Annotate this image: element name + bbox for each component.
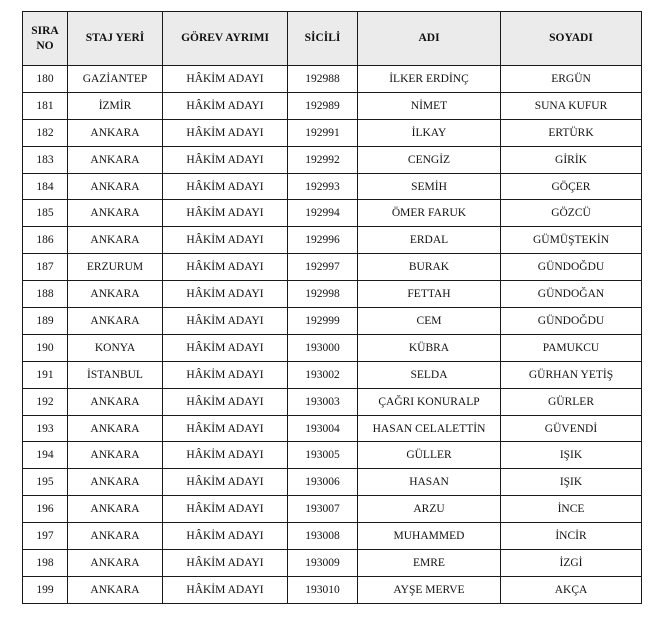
table-row [23,227,642,254]
soyadi-cell: GÜNDOĞAN [501,281,642,308]
adi-cell: BURAK [358,254,501,281]
staj-yeri-cell: ANKARA [68,119,163,146]
sicil-cell: 193008 [288,523,358,550]
gorev-ayrimi-cell: HÂKİM ADAYI [163,146,288,173]
staj-yeri-cell: GAZİANTEP [68,66,163,93]
gorev-ayrimi-cell: HÂKİM ADAYI [163,388,288,415]
sicil-cell: 192988 [288,66,358,93]
gorev-ayrimi-cell: HÂKİM ADAYI [163,308,288,335]
adi-cell: CEM [358,308,501,335]
soyadi-cell: ERTÜRK [501,119,642,146]
sicil-cell: 193004 [288,415,358,442]
adi-cell: AYŞE MERVE [358,576,501,603]
staj-yeri-cell: ANKARA [68,388,163,415]
candidate-table [22,11,642,604]
staj-yeri-cell: ANKARA [68,415,163,442]
adi-cell: MUHAMMED [358,523,501,550]
adi-cell: İLKAY [358,119,501,146]
adi-cell: KÜBRA [358,334,501,361]
soyadi-cell: İNCİR [501,523,642,550]
gorev-ayrimi-cell: HÂKİM ADAYI [163,415,288,442]
soyadi-cell: GÜVENDİ [501,415,642,442]
header-soyadi: SOYADI [501,12,642,66]
soyadi-cell: PAMUKCU [501,334,642,361]
gorev-ayrimi-cell: HÂKİM ADAYI [163,119,288,146]
staj-yeri-cell: İSTANBUL [68,361,163,388]
sicil-cell: 193003 [288,388,358,415]
staj-yeri-cell: ANKARA [68,469,163,496]
sira-no-cell: 192 [23,388,68,415]
header-gorev-ayrimi: GÖREV AYRIMI [163,12,288,66]
sicil-cell: 192989 [288,92,358,119]
table-row [23,146,642,173]
gorev-ayrimi-cell: HÂKİM ADAYI [163,576,288,603]
table-row [23,92,642,119]
staj-yeri-cell: ANKARA [68,523,163,550]
soyadi-cell: GÜMÜŞTEKİN [501,227,642,254]
sira-no-cell: 181 [23,92,68,119]
sicil-cell: 192997 [288,254,358,281]
gorev-ayrimi-cell: HÂKİM ADAYI [163,469,288,496]
gorev-ayrimi-cell: HÂKİM ADAYI [163,334,288,361]
soyadi-cell: SUNA KUFUR [501,92,642,119]
sicil-cell: 192994 [288,200,358,227]
sicil-cell: 193009 [288,550,358,577]
staj-yeri-cell: ANKARA [68,281,163,308]
staj-yeri-cell: ANKARA [68,227,163,254]
staj-yeri-cell: ANKARA [68,146,163,173]
header-staj-yeri: STAJ YERİ [68,12,163,66]
soyadi-cell: GÖZCÜ [501,200,642,227]
adi-cell: FETTAH [358,281,501,308]
table-row [23,119,642,146]
adi-cell: ÇAĞRI KONURALP [358,388,501,415]
header-sira: SIRA [31,24,59,37]
adi-cell: ERDAL [358,227,501,254]
sira-no-cell: 182 [23,119,68,146]
gorev-ayrimi-cell: HÂKİM ADAYI [163,254,288,281]
sira-no-cell: 191 [23,361,68,388]
soyadi-cell: İNCE [501,496,642,523]
soyadi-cell: IŞIK [501,442,642,469]
sira-no-cell: 185 [23,200,68,227]
sicil-cell: 193002 [288,361,358,388]
staj-yeri-cell: ANKARA [68,173,163,200]
gorev-ayrimi-cell: HÂKİM ADAYI [163,496,288,523]
header-no: NO [36,39,54,52]
soyadi-cell: ERGÜN [501,66,642,93]
table-row [23,576,642,603]
header-adi: ADI [358,12,501,66]
sicil-cell: 193000 [288,334,358,361]
sicil-cell: 193007 [288,496,358,523]
table-row [23,388,642,415]
gorev-ayrimi-cell: HÂKİM ADAYI [163,227,288,254]
staj-yeri-cell: ANKARA [68,442,163,469]
soyadi-cell: GÜNDOĞDU [501,308,642,335]
staj-yeri-cell: ERZURUM [68,254,163,281]
sicil-cell: 192993 [288,173,358,200]
sira-no-cell: 183 [23,146,68,173]
sira-no-cell: 180 [23,66,68,93]
header-sicili: SİCİLİ [288,12,358,66]
adi-cell: ARZU [358,496,501,523]
sira-no-cell: 197 [23,523,68,550]
table-row [23,415,642,442]
table-row [23,281,642,308]
sicil-cell: 192998 [288,281,358,308]
table-row [23,469,642,496]
gorev-ayrimi-cell: HÂKİM ADAYI [163,523,288,550]
sicil-cell: 192999 [288,308,358,335]
sira-no-cell: 186 [23,227,68,254]
sicil-cell: 192992 [288,146,358,173]
staj-yeri-cell: ANKARA [68,496,163,523]
table-row [23,361,642,388]
soyadi-cell: GÖÇER [501,173,642,200]
sira-no-cell: 189 [23,308,68,335]
sira-no-cell: 188 [23,281,68,308]
sicil-cell: 192996 [288,227,358,254]
sira-no-cell: 184 [23,173,68,200]
sira-no-cell: 195 [23,469,68,496]
adi-cell: HASAN [358,469,501,496]
table-row [23,523,642,550]
gorev-ayrimi-cell: HÂKİM ADAYI [163,361,288,388]
header-row [23,12,642,66]
staj-yeri-cell: ANKARA [68,200,163,227]
adi-cell: NİMET [358,92,501,119]
staj-yeri-cell: ANKARA [68,550,163,577]
gorev-ayrimi-cell: HÂKİM ADAYI [163,173,288,200]
adi-cell: EMRE [358,550,501,577]
table-row [23,334,642,361]
sira-no-cell: 199 [23,576,68,603]
gorev-ayrimi-cell: HÂKİM ADAYI [163,92,288,119]
sicil-cell: 192991 [288,119,358,146]
sira-no-cell: 196 [23,496,68,523]
sira-no-cell: 198 [23,550,68,577]
sira-no-cell: 187 [23,254,68,281]
table-row [23,254,642,281]
sicil-cell: 193005 [288,442,358,469]
gorev-ayrimi-cell: HÂKİM ADAYI [163,550,288,577]
sira-no-cell: 194 [23,442,68,469]
gorev-ayrimi-cell: HÂKİM ADAYI [163,66,288,93]
sira-no-cell: 193 [23,415,68,442]
adi-cell: GÜLLER [358,442,501,469]
table-row [23,550,642,577]
sira-no-cell: 190 [23,334,68,361]
adi-cell: ÖMER FARUK [358,200,501,227]
soyadi-cell: GÜRLER [501,388,642,415]
sicil-cell: 193010 [288,576,358,603]
adi-cell: CENGİZ [358,146,501,173]
soyadi-cell: İZGİ [501,550,642,577]
soyadi-cell: GİRİK [501,146,642,173]
staj-yeri-cell: KONYA [68,334,163,361]
header-sira-no [23,12,68,66]
table-row [23,308,642,335]
table-row [23,66,642,93]
table-row [23,173,642,200]
table-row [23,442,642,469]
adi-cell: SEMİH [358,173,501,200]
staj-yeri-cell: ANKARA [68,576,163,603]
staj-yeri-cell: ANKARA [68,308,163,335]
gorev-ayrimi-cell: HÂKİM ADAYI [163,442,288,469]
gorev-ayrimi-cell: HÂKİM ADAYI [163,281,288,308]
staj-yeri-cell: İZMİR [68,92,163,119]
table-row [23,496,642,523]
table-row [23,200,642,227]
soyadi-cell: GÜNDOĞDU [501,254,642,281]
soyadi-cell: IŞIK [501,469,642,496]
adi-cell: SELDA [358,361,501,388]
soyadi-cell: AKÇA [501,576,642,603]
sicil-cell: 193006 [288,469,358,496]
soyadi-cell: GÜRHAN YETİŞ [501,361,642,388]
adi-cell: HASAN CELALETTİN [358,415,501,442]
adi-cell: İLKER ERDİNÇ [358,66,501,93]
gorev-ayrimi-cell: HÂKİM ADAYI [163,200,288,227]
